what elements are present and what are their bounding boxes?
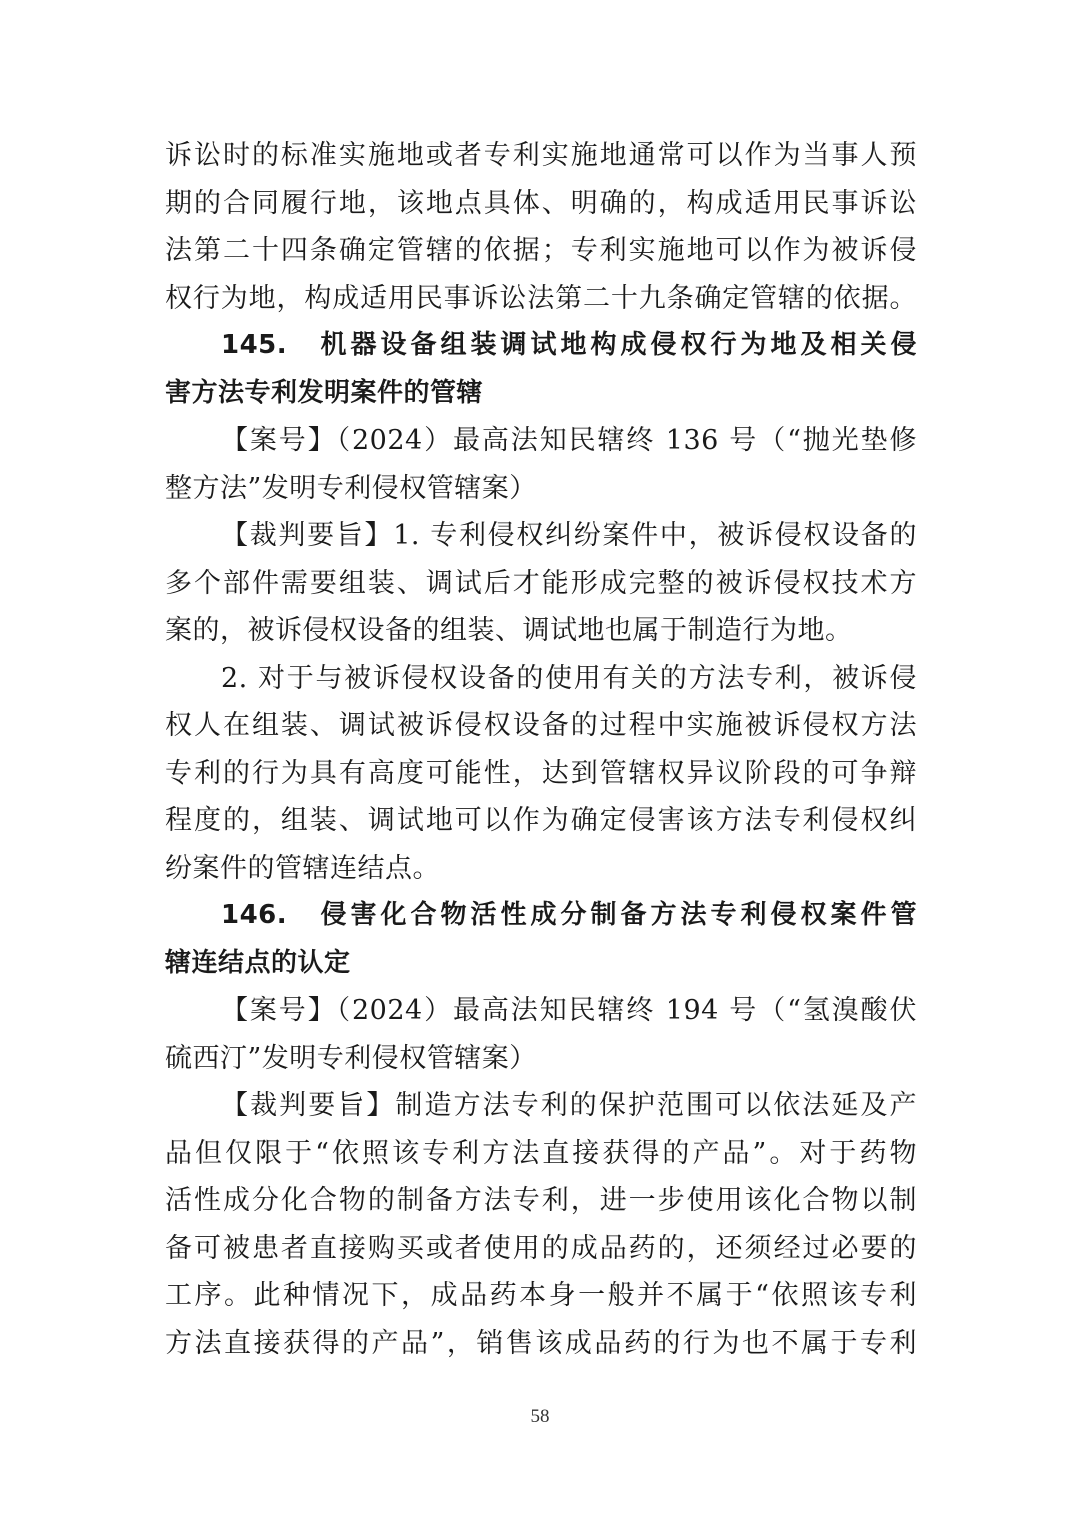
text-line: 方法直接获得的产品”，销售该成品药的行为也不属于专利 (165, 1327, 917, 1359)
text-line: 法第二十四条确定管辖的依据；专利实施地可以作为被诉侵 (165, 235, 917, 266)
text-line: 专利的行为具有高度可能性，达到管辖权异议阶段的可争辩 (165, 757, 917, 789)
section-heading-146 (165, 892, 917, 987)
text-line: 案的，被诉侵权设备的组装、调试地也属于制造行为地。 (165, 615, 853, 646)
paragraph-intro (165, 132, 917, 322)
text-line: 诉讼时的标准实施地或者专利实施地通常可以作为当事人预 (165, 140, 917, 171)
text-line: 纷案件的管辖连结点。 (165, 852, 440, 884)
text-line: 备可被患者直接购买或者使用的成品药的，还须经过必要的 (165, 1232, 917, 1264)
text-line: 【案号】（2024）最高法知民辖终 194 号（“氢溴酸伏 (221, 995, 917, 1026)
case-number-145 (165, 417, 917, 512)
ruling-gist-145-1 (165, 512, 917, 655)
heading-text: 侵害化合物活性成分制备方法专利侵权案件管 (317, 900, 917, 930)
text-line: 权行为地，构成适用民事诉讼法第二十九条确定管辖的依据。 (165, 282, 917, 314)
case-number-146 (165, 987, 917, 1082)
page-number: 58 (530, 1406, 550, 1427)
text-line: 【裁判要旨】1. 专利侵权纠纷案件中，被诉侵权设备的 (221, 520, 917, 551)
heading-line: 害方法专利发明案件的管辖 (165, 377, 484, 408)
text-line: 多个部件需要组装、调试后才能形成完整的被诉侵权技术方 (165, 567, 917, 599)
heading-number: 146. (221, 900, 288, 930)
heading-line: 辖连结点的认定 (165, 947, 351, 978)
text-line: 品但仅限于“依照该专利方法直接获得的产品”。对于药物 (165, 1137, 917, 1169)
text-line: 2. 对于与被诉侵权设备的使用有关的方法专利，被诉侵 (221, 662, 917, 694)
text-line: 期的合同履行地，该地点具体、明确的，构成适用民事诉讼 (165, 187, 917, 219)
heading-line (165, 892, 917, 940)
section-heading-145 (165, 322, 917, 417)
text-line: 程度的，组装、调试地可以作为确定侵害该方法专利侵权纠 (165, 805, 917, 836)
text-line: 【案号】（2024）最高法知民辖终 136 号（“抛光垫修 (221, 425, 917, 456)
heading-text: 机器设备组装调试地构成侵权行为地及相关侵 (317, 330, 917, 360)
ruling-gist-145-2 (165, 655, 917, 893)
text-line: 整方法”发明专利侵权管辖案） (165, 472, 537, 504)
ruling-gist-146 (165, 1082, 917, 1367)
document-body (165, 132, 917, 1367)
text-line: 工序。此种情况下，成品药本身一般并不属于“依照该专利 (165, 1280, 917, 1311)
text-line: 权人在组装、调试被诉侵权设备的过程中实施被诉侵权方法 (165, 710, 917, 741)
text-line: 活性成分化合物的制备方法专利，进一步使用该化合物以制 (165, 1185, 917, 1216)
text-line: 硫西汀”发明专利侵权管辖案） (165, 1042, 537, 1074)
heading-line (165, 322, 917, 370)
heading-number: 145. (221, 330, 288, 360)
text-line: 【裁判要旨】制造方法专利的保护范围可以依法延及产 (221, 1090, 917, 1121)
